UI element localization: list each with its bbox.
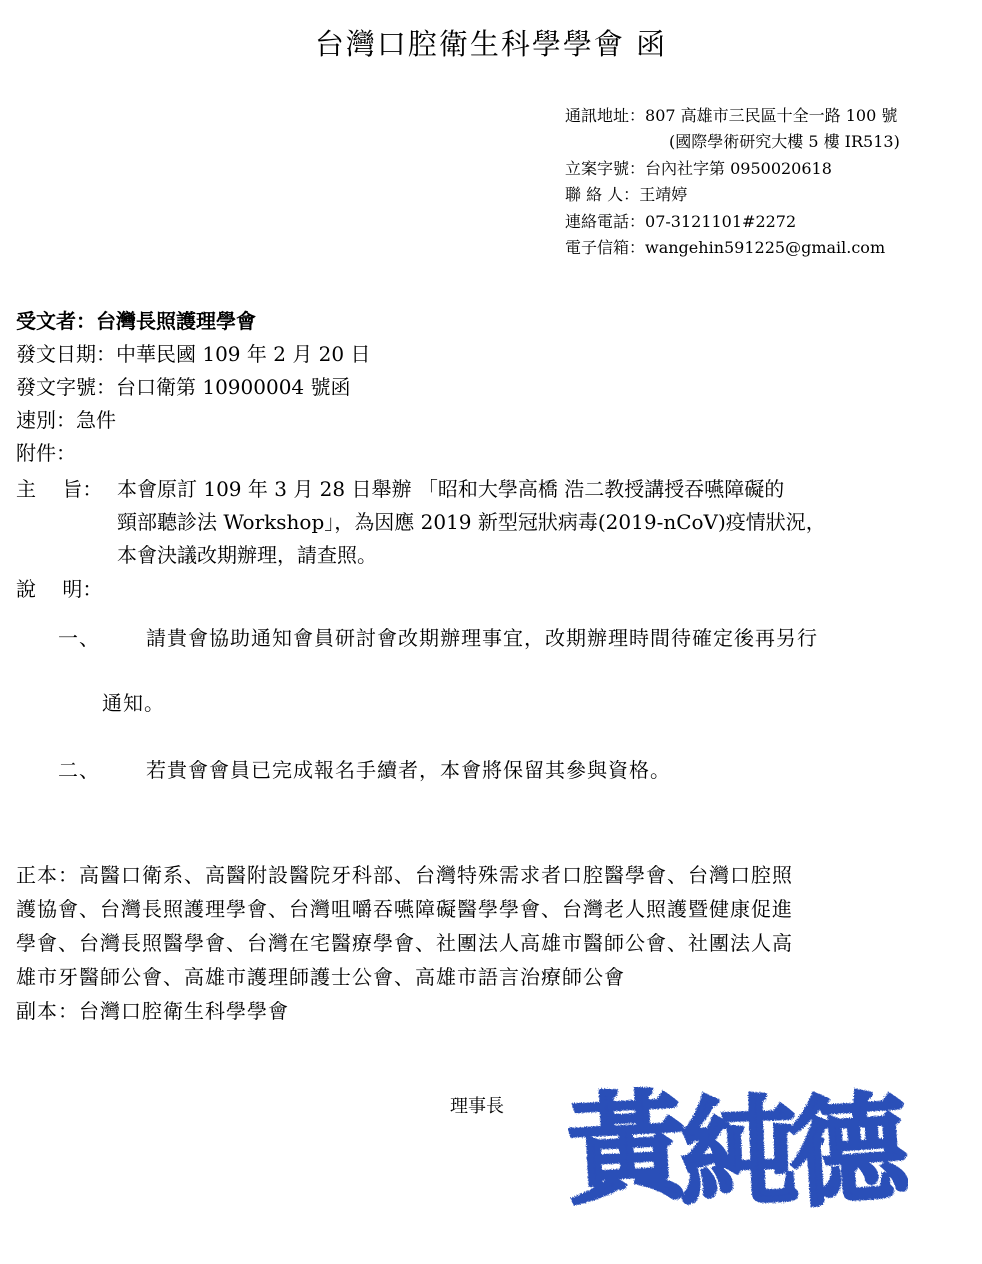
phone-row xyxy=(565,212,796,232)
registration-value: 台內社字第 0950020618 xyxy=(645,159,832,178)
item-2-text: 若貴會會員已完成報名手續者，本會將保留其參與資格。 xyxy=(146,758,671,782)
contact-person-row xyxy=(565,185,687,205)
issue-date: 發文日期：中華民國 109 年 2 月 20 日 xyxy=(16,342,371,366)
svg-text:純: 純 xyxy=(677,1080,801,1222)
registration-label: 立案字號： xyxy=(565,159,646,178)
chairman-seal xyxy=(568,1072,908,1222)
item-1-text: 請貴會協助通知會員研討會改期辦理事宜，改期辦理時間待確定後再另行 xyxy=(146,626,818,650)
svg-text:德: 德 xyxy=(785,1076,908,1222)
address-label: 通訊地址： xyxy=(565,106,646,125)
email-row xyxy=(565,238,885,258)
item-2-marker: 二、 xyxy=(58,758,100,782)
email-value: wangehin591225@gmail.com xyxy=(645,238,886,257)
attachment: 附件： xyxy=(16,441,76,465)
phone-label: 連絡電話： xyxy=(565,212,646,231)
document-title: 台灣口腔衛生科學學會 函 xyxy=(314,27,668,61)
original-recipients-line-1: 正本：高醫口衛系、高醫附設醫院牙科部、台灣特殊需求者口腔醫學會、台灣口腔照 xyxy=(16,863,793,887)
subject-label: 主 旨： xyxy=(16,477,103,501)
address-row xyxy=(565,106,897,126)
item-1-marker: 一、 xyxy=(58,626,100,650)
document-number: 發文字號：台口衛第 10900004 號函 xyxy=(16,375,351,399)
address-line-1: 807 高雄市三民區十全一路 100 號 xyxy=(645,106,898,125)
copy-recipient: 副本：台灣口腔衛生科學學會 xyxy=(16,999,289,1023)
subject-line-2: 頸部聽診法 Workshop」，為因應 2019 新型冠狀病毒(2019-nCoV)疫情狀況， xyxy=(117,510,826,534)
address-line-2: (國際學術研究大樓 5 樓 IR513) xyxy=(669,132,900,151)
original-recipients-line-3: 學會、台灣長照醫學會、台灣在宅醫療學會、社團法人高雄市醫師公會、社團法人高 xyxy=(16,931,793,955)
subject-line-3: 本會決議改期辦理，請查照。 xyxy=(117,543,377,567)
contact-person-value: 王靖婷 xyxy=(639,185,688,204)
registration-row xyxy=(565,159,832,179)
original-recipients-line-2: 護協會、台灣長照護理學會、台灣咀嚼吞嚥障礙醫學學會、台灣老人照護暨健康促進 xyxy=(16,897,793,921)
seal-image xyxy=(568,1072,908,1222)
chairman-label: 理事長 xyxy=(450,1096,504,1117)
item-1-continuation: 通知。 xyxy=(102,691,165,715)
recipient: 受文者：台灣長照護理學會 xyxy=(16,309,256,333)
contact-person-label: 聯 絡 人： xyxy=(565,185,640,204)
priority: 速別：急件 xyxy=(16,408,116,432)
phone-value: 07-3121101#2272 xyxy=(645,212,797,231)
explanation-label: 說 明： xyxy=(16,577,103,601)
svg-text:黃: 黃 xyxy=(568,1075,690,1221)
email-label: 電子信箱： xyxy=(565,238,646,257)
subject-line-1: 本會原訂 109 年 3 月 28 日舉辦 「昭和大學高橋 浩二教授講授吞嚥障礙的 xyxy=(117,477,785,501)
original-recipients-line-4: 雄市牙醫師公會、高雄市護理師護士公會、高雄市語言治療師公會 xyxy=(16,965,625,989)
